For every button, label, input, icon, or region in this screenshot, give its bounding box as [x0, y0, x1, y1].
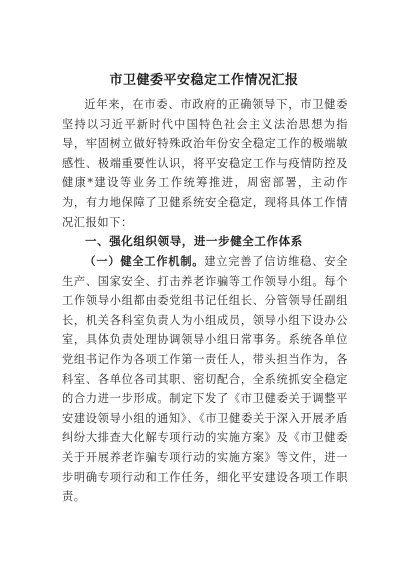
intro-paragraph: 近年来，在市委、市政府的正确领导下，市卫健委坚持以习近平新时代中国特色社会主义法治思想为指导，牢固树立做好特殊政治年份安全稳定工作的极端敏感性、极端重要性认识，将平安稳定工作与疫情防控及健康*建设等业务工作统筹推进，周密部署，主动作为，有力地保障了卫健系统安全稳定，现将具体工作情况汇报如下： [62, 98, 348, 229]
subsection-body: 建立完善了信访维稳、安全生产、国家安全、打击养老诈骗等工作领导小组。每个工作领导小组都由委党组书记任组长、分管领导任副组长，机关各科室负责人为小组成员，领导小组下设办公室，具体负责处理协调领导小组日常事务。系统各单位党组书记作为各项工作第一责任人，带头担当作为，各科室、各单位各司其职、密切配合，全系统抓安全稳定的合力进一步形成。制定下发了《市卫健委关于调整平安建设领导小组的通知》、《市卫健委关于深入开展矛盾纠纷大排查大化解专项行动的实施方案》及《市卫健委关于开展养老诈骗专项行动的实施方案》等文件，进一步明确专项行动和工作任务，细化平安建设各项工作职责。 [62, 255, 348, 504]
section-heading: 一、强化组织领导，进一步健全工作体系 [85, 234, 303, 248]
document-title: 市卫健委平安稳定工作情况汇报 [109, 73, 299, 88]
subsection-lead: （一）健全工作机制。 [84, 254, 205, 268]
subsection-paragraph [62, 252, 348, 507]
